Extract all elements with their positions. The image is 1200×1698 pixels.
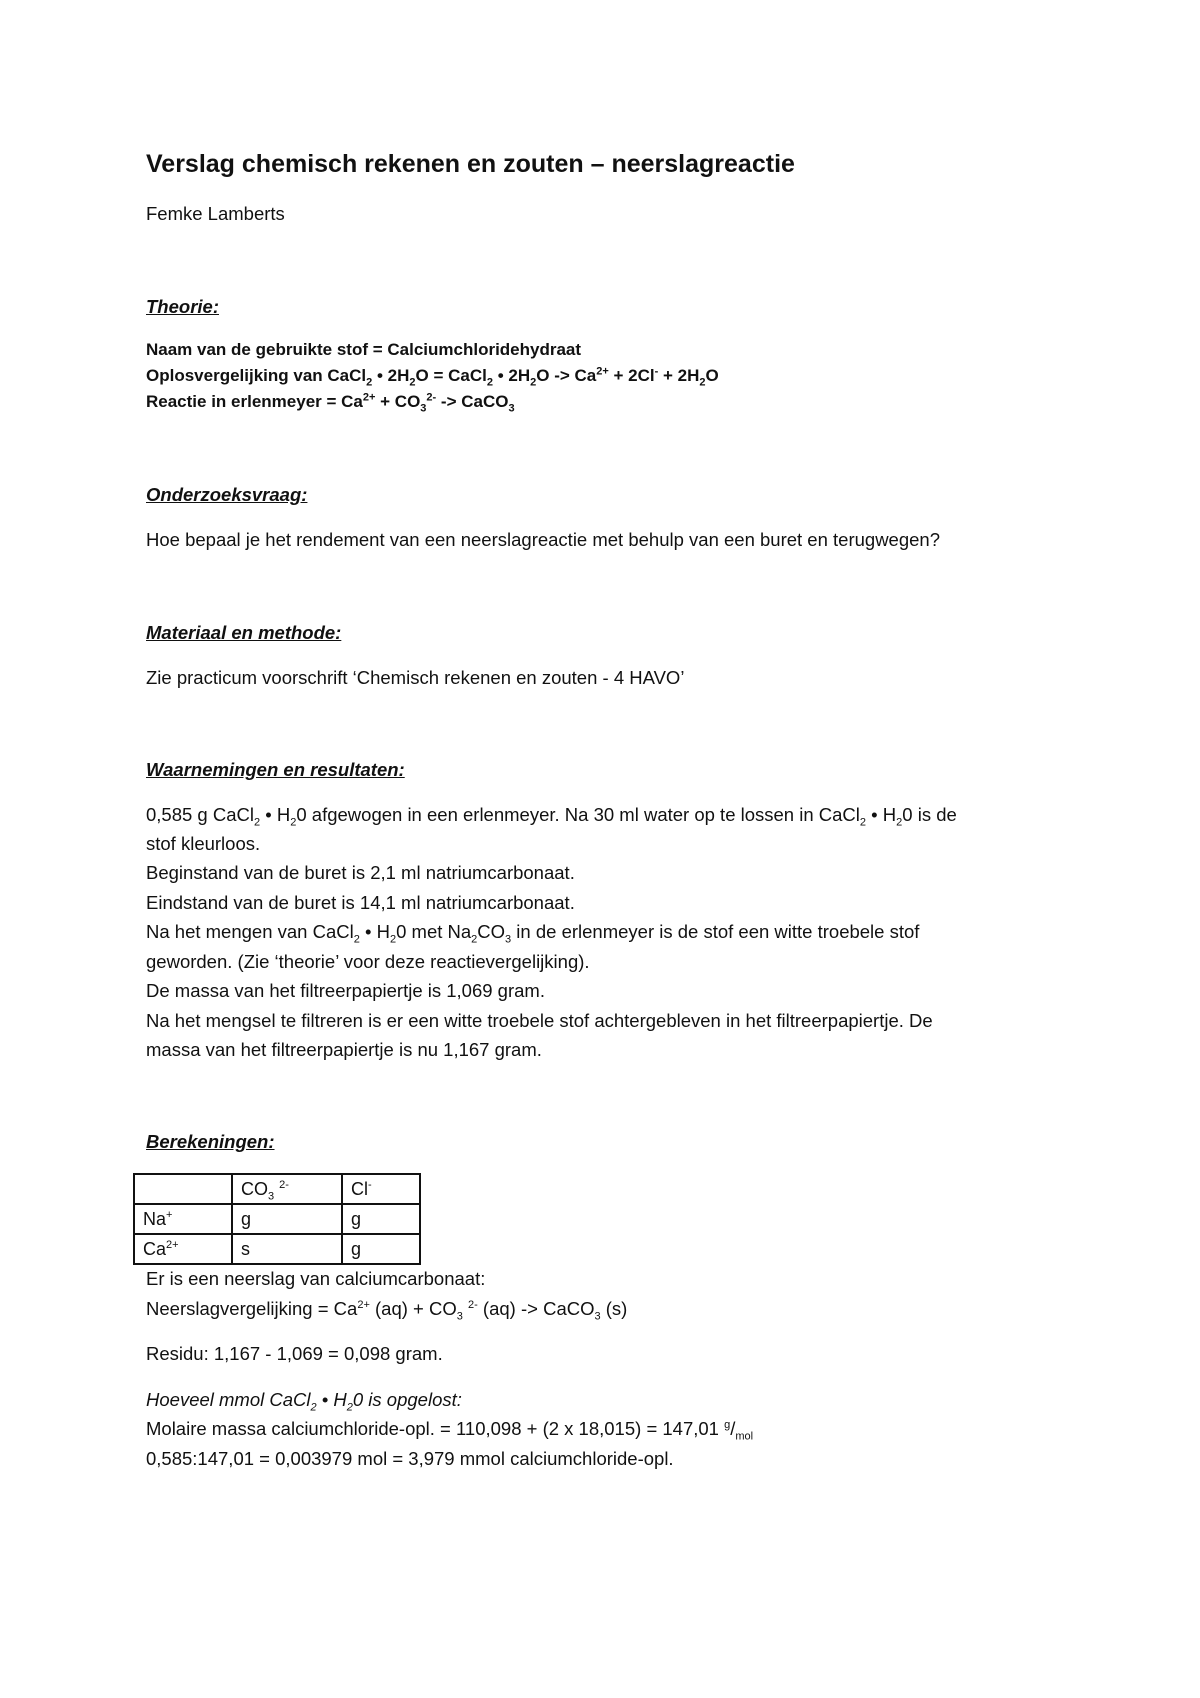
neerslagvergelijking: Neerslagvergelijking = $Ca^{2+}$ $(aq) + CO_3$ $^{2-}$ (aq) -> CaCO$_3$ (s)	[146, 1298, 628, 1323]
waarnemingen-line-5: Na het mengen van CaCl$_2$ • $H_20$ met $Na_2CO_3$ in de erlenmeyer is de stof een witte troebele stof	[146, 921, 920, 946]
theorie-heading: Theorie:	[146, 296, 219, 317]
table-cell	[134, 1174, 232, 1204]
table-cell: g	[232, 1204, 342, 1234]
theorie-naam: Naam van de gebruikte stof = Calciumchloridehydraat	[146, 340, 582, 359]
table-row-header-ca: $Ca^{2+}$	[134, 1234, 232, 1264]
waarnemingen-line-8: Na het mengsel te filtreren is er een witte troebele stof achtergebleven in het filtreerpapiertje. De	[146, 1010, 933, 1031]
waarnemingen-line-9: massa van het filtreerpapiertje is nu 1,167 gram.	[146, 1039, 542, 1060]
table-cell: g	[342, 1234, 420, 1264]
berekeningen-line-1: Er is een neerslag van calciumcarbonaat:	[146, 1268, 486, 1289]
table-row-header-na: Na+	[134, 1204, 232, 1234]
residu-line: Residu: 1,167 - 1,069 = 0,098 gram.	[146, 1343, 443, 1364]
table-row	[134, 1234, 420, 1264]
table-cell: g	[342, 1204, 420, 1234]
waarnemingen-line-2: stof kleurloos.	[146, 833, 261, 854]
mol-berekening-line: 0,585:147,01 = 0,003979 mol = 3,979 mmol calciumchloride-opl.	[146, 1448, 674, 1469]
table-header-cl: Cl-	[342, 1174, 420, 1204]
molaire-massa-line: Molaire massa calciumchloride-opl. = 110,098 + (2 x 18,015) = 147,01 $^g/_{mol}$	[146, 1418, 754, 1443]
theorie-oplosvergelijking: Oplosvergelijking van CaCl$_2$ • $2H_2O$ = CaCl$_2$ • $2H_2O -> Ca^{2+} + 2Cl^- + 2H_2O$	[146, 365, 719, 389]
waarnemingen-heading: Waarnemingen en resultaten:	[146, 759, 405, 780]
onderzoeksvraag-heading: Onderzoeksvraag:	[146, 484, 308, 505]
waarnemingen-line-7: De massa van het filtreerpapiertje is 1,069 gram.	[146, 980, 545, 1001]
theorie-reactie: Reactie in erlenmeyer = $Ca^{2+} + CO_3^{2-}$ -> CaCO$_3$	[146, 391, 515, 415]
hoeveel-mmol-line: Hoeveel mmol CaCl$_2$ • $H_20$ is opgelost:	[146, 1389, 462, 1414]
table-row	[134, 1204, 420, 1234]
document-title: Verslag chemisch rekenen en zouten – neerslagreactie	[146, 150, 795, 178]
table-cell: s	[232, 1234, 342, 1264]
author-name: Femke Lamberts	[146, 203, 285, 224]
waarnemingen-line-4: Eindstand van de buret is 14,1 ml natriumcarbonaat.	[146, 892, 575, 913]
berekeningen-heading: Berekeningen:	[146, 1131, 275, 1152]
table-row	[134, 1174, 420, 1204]
materiaal-heading: Materiaal en methode:	[146, 622, 342, 643]
materiaal-text: Zie practicum voorschrift ‘Chemisch rekenen en zouten - 4 HAVO’	[146, 667, 685, 688]
solubility-table	[133, 1173, 421, 1265]
onderzoeksvraag-text: Hoe bepaal je het rendement van een neerslagreactie met behulp van een buret en terugwegen?	[146, 529, 941, 550]
waarnemingen-line-6: geworden. (Zie ‘theorie’ voor deze reactievergelijking).	[146, 951, 590, 972]
table-header-co3: $CO_3$ $^{2-}$	[232, 1174, 342, 1204]
waarnemingen-line-3: Beginstand van de buret is 2,1 ml natriumcarbonaat.	[146, 862, 575, 883]
waarnemingen-line-1: 0,585 g CaCl$_2$ • $H_20$ afgewogen in een erlenmeyer. Na 30 ml water op te lossen in CaCl$_2$ • $H_20$ is de	[146, 804, 957, 829]
